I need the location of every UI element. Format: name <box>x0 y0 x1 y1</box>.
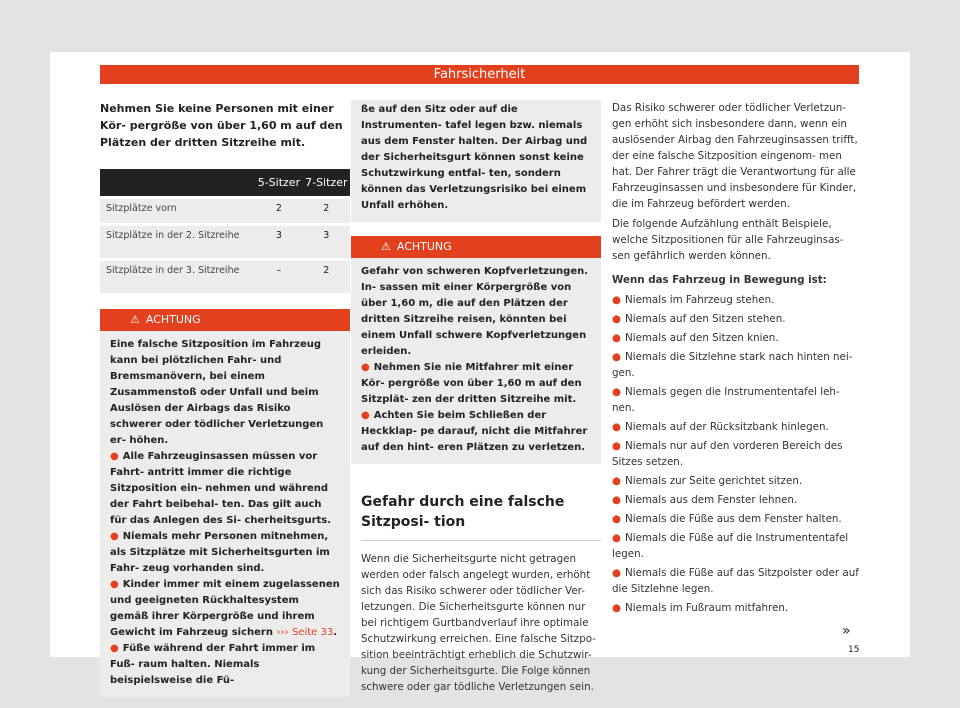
table-cell: – <box>255 260 302 294</box>
table-cell: Sitzplätze in der 3. Sitzreihe <box>100 260 255 294</box>
bullet-icon: ● <box>612 421 621 433</box>
warning-title: ACHTUNG <box>145 313 201 326</box>
body-paragraph: Wenn die Sicherheitsgurte nicht getragen werden oder falsch angelegt wurden, erhöht sich das Risiko schwerer oder tödlicher Ver- letzungen. Die Sicherheitsgurte können nur bei richtigem Gurtbandverlauf ihre optimale Schutzwirkung erreichen. Eine falsche Sitzpo- sition beeinträchtigt erheblich die Schutzwir- kung der Sicherheitsgurte. Die Folge können schwere oder gar tödliche Verletzungen sein. <box>361 553 596 693</box>
warning-cont-text: ße auf den Sitz oder auf die Instrumenten- tafel legen bzw. niemals aus dem Fenster halten. Der Airbag und der Sicherheitsgurt können sonst keine Schutzwirkung entfal- ten, sondern können das Verletzungsrisiko bei einem Unfall erhöhen. <box>361 104 588 211</box>
list-item: ● Kinder immer mit einem zugelassenen und geeigneten Rückhaltesystem gemäß ihrer Körpergröße und ihrem Gewicht im Fahrzeug sichern ››› Seite 33. <box>110 579 340 638</box>
warning-intro: Eine falsche Sitzposition im Fahrzeug kann bei plötzlichen Fahr- und Bremsmanövern, bei einem Zusammenstoß oder Unfall und beim Auslösen der Airbags das Risiko schwerer oder tödlicher Verletzungen er- höhen. <box>110 339 324 446</box>
table-cell: 2 <box>303 198 350 225</box>
table-cell: Sitzplätze in der 2. Sitzreihe <box>100 225 255 260</box>
section-heading: Gefahr durch eine falsche Sitzposi- tion <box>361 492 601 541</box>
warning-header <box>351 236 601 258</box>
warning-title: ACHTUNG <box>396 240 452 253</box>
bullet-icon: ● <box>612 494 621 506</box>
bullet-icon: ● <box>612 532 621 544</box>
table-cell: 2 <box>255 198 302 225</box>
list-item: ● Niemals auf der Rücksitzbank hinlegen. <box>612 421 829 433</box>
list-item: ● Niemals aus dem Fenster lehnen. <box>612 494 798 506</box>
list-item: ● Niemals im Fahrzeug stehen. <box>612 294 775 306</box>
page-number: 15 <box>848 645 860 655</box>
bullet-icon: ● <box>110 643 119 654</box>
warning-header <box>100 309 350 331</box>
bullet-icon: ● <box>612 440 621 452</box>
bullet-icon: ● <box>612 567 621 579</box>
table-row <box>100 260 350 294</box>
seat-table <box>100 169 350 293</box>
list-item: ● Nehmen Sie nie Mitfahrer mit einer Kör- pergröße von über 1,60 m auf den Sitzplät- zen der dritten Sitzreihe mit. <box>361 362 582 405</box>
bullet-icon: ● <box>612 475 621 487</box>
page-link-marker: ››› <box>276 627 289 638</box>
list-item: ● Niemals auf den Sitzen knien. <box>612 332 779 344</box>
list-item: ● Niemals die Füße auf die Instrumententafel legen. <box>612 532 849 560</box>
list-item: ● Niemals die Füße auf das Sitzpolster oder auf die Sitzlehne legen. <box>612 567 859 595</box>
warning-triangle-icon: ⚠ <box>130 313 140 326</box>
bullet-icon: ● <box>612 386 621 398</box>
table-cell: 3 <box>303 225 350 260</box>
list-item: ● Niemals zur Seite gerichtet sitzen. <box>612 475 803 487</box>
bullet-icon: ● <box>612 513 621 525</box>
table-cell: Sitzplätze vorn <box>100 198 255 225</box>
list-item: ● Füße während der Fahrt immer im Fuß- raum halten. Niemals beispielsweise die Fü- <box>110 643 316 686</box>
list-item: ● Niemals im Fußraum mitfahren. <box>612 602 789 614</box>
column-1 <box>100 100 350 697</box>
column-3 <box>612 100 862 619</box>
table-header-row <box>100 169 350 198</box>
column-2 <box>351 100 601 695</box>
list-item: ● Alle Fahrzeuginsassen müssen vor Fahrt- antritt immer die richtige Sitzposition ein- nehmen und während der Fahrt beibehal- ten. Das gilt auch für das Anlegen des Si- cherheitsgurts. <box>110 451 332 526</box>
bullet-icon: ● <box>612 332 621 344</box>
list-item: ● Achten Sie beim Schließen der Heckklap- pe darauf, nicht die Mitfahrer auf den hint- eren Plätzen zu verletzen. <box>361 410 588 453</box>
bullet-icon: ● <box>612 294 621 306</box>
table-header: 5-Sitzer <box>255 169 302 198</box>
bullet-icon: ● <box>110 579 119 590</box>
bullet-icon: ● <box>612 602 621 614</box>
list <box>612 292 862 616</box>
warning-continued <box>351 100 601 222</box>
continue-arrow-icon: » <box>842 623 851 639</box>
bullet-icon: ● <box>361 362 370 373</box>
lead-text: Nehmen Sie keine Personen mit einer Kör- pergröße von über 1,60 m auf den Plätzen der dritten Sitzreihe mit. <box>100 102 343 149</box>
warning-box <box>351 236 601 464</box>
list-item: ● Niemals die Sitzlehne stark nach hinten nei- gen. <box>612 351 853 379</box>
bullet-icon: ● <box>110 451 119 462</box>
bullet-icon: ● <box>110 531 119 542</box>
list-item: ● Niemals mehr Personen mitnehmen, als Sitzplätze mit Sicherheitsgurten im Fahr- zeug vorhanden sind. <box>110 531 330 574</box>
warning-body <box>351 100 601 222</box>
list-item: ● Niemals auf den Sitzen stehen. <box>612 313 786 325</box>
table-cell: 2 <box>303 260 350 294</box>
page-link[interactable]: Seite 33 <box>291 627 334 638</box>
warning-box <box>100 309 350 697</box>
list-item: ● Niemals gegen die Instrumententafel leh- nen. <box>612 386 840 414</box>
bullet-icon: ● <box>612 351 621 363</box>
table-cell: 3 <box>255 225 302 260</box>
warning-body <box>100 331 350 697</box>
subheading: Wenn das Fahrzeug in Bewegung ist: <box>612 274 827 286</box>
table-header: 7-Sitzer <box>303 169 350 198</box>
table-row <box>100 225 350 260</box>
list-item: ● Niemals die Füße aus dem Fenster halten. <box>612 513 842 525</box>
list-item: ● Niemals nur auf den vorderen Bereich des Sitzes setzen. <box>612 440 843 468</box>
table-header <box>100 169 255 198</box>
bullet-icon: ● <box>361 410 370 421</box>
warning-intro: Gefahr von schweren Kopfverletzungen. In- sassen mit einer Körpergröße von über 1,60 m, die auf den Plätzen der dritten Sitzreihe reisen, könnten bei einem Unfall schwere Kopfverletzungen erleiden. <box>361 266 589 357</box>
body-paragraph: Die folgende Aufzählung enthält Beispiele, welche Sitzpositionen für alle Fahrzeuginsas- sen gefährlich werden können. <box>612 218 844 262</box>
body-paragraph: Das Risiko schwerer oder tödlicher Verletzun- gen erhöht sich insbesondere dann, wenn ein auslösender Airbag den Fahrzeuginsassen trifft, der eine falsche Sitzposition eingenom- men hat. Der Fahrer trägt die Verantwortung für alle Fahrzeuginsassen und insbesondere für Kinder, die im Fahrzeug befördert werden. <box>612 102 858 210</box>
bullet-icon: ● <box>612 313 621 325</box>
section-header: Fahrsicherheit <box>100 65 859 84</box>
warning-triangle-icon: ⚠ <box>381 240 391 253</box>
table-row <box>100 198 350 225</box>
warning-body <box>351 258 601 464</box>
